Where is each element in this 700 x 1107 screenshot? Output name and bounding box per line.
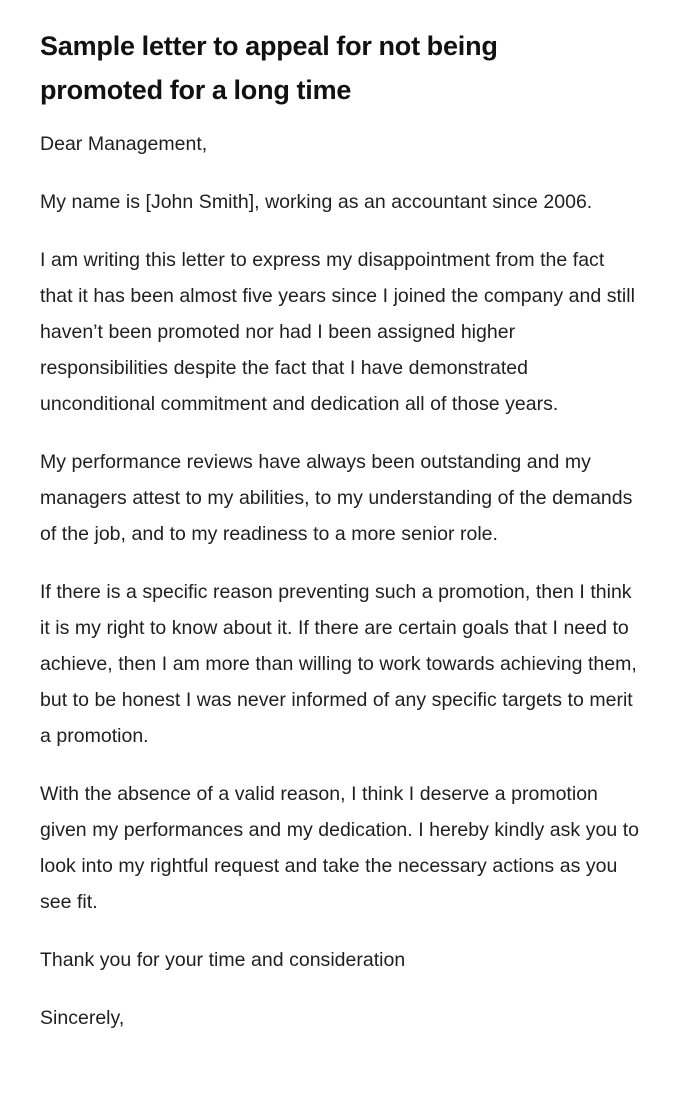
letter-salutation: Dear Management, (40, 133, 208, 155)
letter-closing-signoff: Sincerely, (40, 1007, 125, 1029)
page-title: Sample letter to appeal for not being promoted for a long time (40, 31, 498, 105)
letter-paragraph: With the absence of a valid reason, I think I deserve a promotion given my performances and my dedication. I hereby kindly ask you to look into my rightful request and take the necessary actions as you see fit. (40, 783, 639, 913)
letter-paragraph: My name is [John Smith], working as an accountant since 2006. (40, 191, 593, 213)
letter-body (40, 112, 660, 1036)
letter-closing-thanks: Thank you for your time and consideration (40, 949, 406, 971)
letter-paragraph: If there is a specific reason preventing such a promotion, then I think it is my right to know about it. If there are certain goals that I need to achieve, then I am more than willing to work towards achieving them, but to be honest I was never informed of any specific targets to merit a promotion. (40, 581, 637, 747)
letter-paragraph: I am writing this letter to express my disappointment from the fact that it has been almost five years since I joined the company and still haven’t been promoted nor had I been assigned higher responsibilities despite the fact that I have demonstrated unconditional commitment and dedication all of those years. (40, 249, 635, 415)
letter-paragraph: My performance reviews have always been outstanding and my managers attest to my abilities, to my understanding of the demands of the job, and to my readiness to a more senior role. (40, 451, 633, 545)
